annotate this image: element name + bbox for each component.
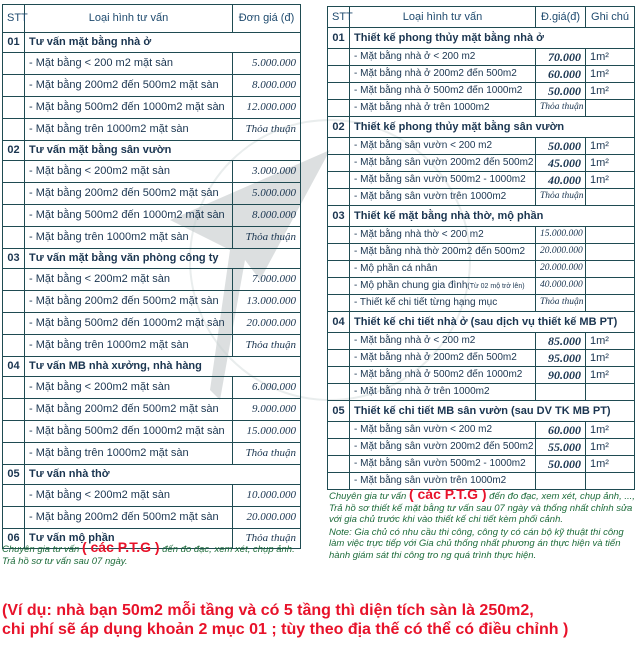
section-row xyxy=(3,357,301,377)
item-label-text: - Mặt bằng nhà ở trên 1000m2 xyxy=(354,386,490,397)
header-service: Loại hình tư vấn xyxy=(25,5,233,33)
blank-cell xyxy=(3,291,25,313)
blank-cell xyxy=(328,49,350,66)
item-label-sub: (Từ 02 mộ trở lên) xyxy=(467,283,525,290)
item-unit xyxy=(586,384,635,401)
section-title: Thiết kế mặt bằng nhà thờ, mộ phần xyxy=(350,206,635,227)
table-row xyxy=(3,227,301,249)
table-row xyxy=(3,443,301,465)
item-label: - Mặt bằng 500m2 đến 1000m2 mặt sàn xyxy=(25,313,233,335)
item-price: Thỏa thuận xyxy=(536,295,586,312)
item-label-text: - Mộ phần cá nhân xyxy=(354,263,438,274)
item-label-text: - Mặt bằng sân vườn 200m2 đến 500m2 xyxy=(354,157,534,168)
section-row xyxy=(328,117,635,138)
blank-cell xyxy=(328,189,350,206)
item-unit xyxy=(586,189,635,206)
item-unit: 1m² xyxy=(586,172,635,189)
table-row xyxy=(3,421,301,443)
section-title: Thiết kế phong thủy mặt bằng nhà ở xyxy=(350,28,635,49)
table-row xyxy=(328,384,635,401)
item-label xyxy=(350,295,536,312)
table-row xyxy=(328,456,635,473)
blank-cell xyxy=(328,367,350,384)
item-price: Thỏa thuận xyxy=(233,443,301,465)
blank-cell xyxy=(328,100,350,117)
item-unit: 1m² xyxy=(586,83,635,100)
blank-cell xyxy=(3,53,25,75)
item-label-text: - Mặt bằng nhà thờ 200m2 đến 500m2 xyxy=(354,246,526,257)
blank-cell xyxy=(328,227,350,244)
item-label: - Mặt bằng trên 1000m2 mặt sàn xyxy=(25,335,233,357)
item-price: Thỏa thuận xyxy=(233,119,301,141)
item-label: - Mặt bằng < 200 m2 mặt sàn xyxy=(25,53,233,75)
table-row xyxy=(3,377,301,399)
item-label-text: - Thiết kế chi tiết từng hạng mục xyxy=(354,297,498,308)
table-row xyxy=(328,172,635,189)
header-price: Đ.giá(đ) xyxy=(536,7,586,28)
right-note-suffix: đến đo đạc, xem xét, chụp ảnh, ..., Trả hồ sơ thiết kế mặt bằng tư vấn sau 07 ngày và thống nhất chỉnh sửa với gia chủ trước khi vào thiết kế chi tiết kèm phối cảnh. xyxy=(329,491,635,525)
item-label: - Mặt bằng 200m2 đến 500m2 mặt sàn xyxy=(25,399,233,421)
example-footer xyxy=(2,601,638,639)
blank-cell xyxy=(3,485,25,507)
item-unit: 1m² xyxy=(586,350,635,367)
header-price: Đơn giá (đ) xyxy=(233,5,301,33)
item-price: 8.000.000 xyxy=(233,205,301,227)
table-row xyxy=(3,485,301,507)
blank-cell xyxy=(3,119,25,141)
table-row xyxy=(328,100,635,117)
left-note-brand: ( các P.T.G ) xyxy=(81,539,160,555)
blank-cell xyxy=(328,295,350,312)
blank-cell xyxy=(3,161,25,183)
item-label xyxy=(350,456,536,473)
table-row xyxy=(328,350,635,367)
item-price: Thỏa thuận xyxy=(233,335,301,357)
right-note-2: Note: Gia chủ có nhu cầu thi công, công ty có cán bộ kỹ thuật thi công làm việc trực tiếp với Gia chủ thống nhất phương án thực hiện và tiến hành giám sát thi công tro ng quá trình thực hiện. xyxy=(329,526,624,561)
table-row xyxy=(3,53,301,75)
table-row xyxy=(328,244,635,261)
section-number: 01 xyxy=(3,33,25,53)
table-row xyxy=(3,291,301,313)
item-price: 15.000.000 xyxy=(536,227,586,244)
item-unit: 1m² xyxy=(586,155,635,172)
item-label-text: - Mặt bằng sân vườn < 200 m2 xyxy=(354,424,493,435)
section-number: 05 xyxy=(328,401,350,422)
section-number: 01 xyxy=(328,28,350,49)
blank-cell xyxy=(328,172,350,189)
section-row xyxy=(3,33,301,53)
item-label: - Mặt bằng < 200m2 mặt sàn xyxy=(25,269,233,291)
item-label-text: - Mặt bằng nhà thờ < 200 m2 xyxy=(354,229,484,240)
section-row xyxy=(328,206,635,227)
item-unit: 1m² xyxy=(586,138,635,155)
item-label: - Mặt bằng < 200m2 mặt sàn xyxy=(25,485,233,507)
section-number: 05 xyxy=(3,465,25,485)
section-number: 06 xyxy=(3,529,25,549)
item-price: 6.000.000 xyxy=(233,377,301,399)
item-unit xyxy=(586,473,635,490)
table-row xyxy=(328,49,635,66)
item-label xyxy=(350,367,536,384)
section-row xyxy=(328,312,635,333)
item-label xyxy=(350,100,536,117)
table-row xyxy=(328,439,635,456)
item-label: - Mặt bằng 500m2 đến 1000m2 mặt sàn xyxy=(25,421,233,443)
section-number: 02 xyxy=(3,141,25,161)
right-note-prefix: Chuyên gia tư vấn xyxy=(329,491,407,502)
item-price xyxy=(536,384,586,401)
blank-cell xyxy=(328,422,350,439)
item-label xyxy=(350,278,536,295)
item-unit xyxy=(586,227,635,244)
section-number: 02 xyxy=(328,117,350,138)
item-price: 10.000.000 xyxy=(233,485,301,507)
table-row xyxy=(328,422,635,439)
item-price: 15.000.000 xyxy=(233,421,301,443)
blank-cell xyxy=(328,278,350,295)
item-label: - Mặt bằng < 200m2 mặt sàn xyxy=(25,377,233,399)
item-label xyxy=(350,261,536,278)
item-price: Thỏa thuận xyxy=(536,189,586,206)
blank-cell xyxy=(328,456,350,473)
item-price: 5.000.000 xyxy=(233,53,301,75)
blank-cell xyxy=(328,350,350,367)
item-label-text: - Mặt bằng nhà ở 200m2 đến 500m2 xyxy=(354,352,517,363)
item-label xyxy=(350,49,536,66)
blank-cell xyxy=(328,333,350,350)
item-unit: 1m² xyxy=(586,422,635,439)
table-row xyxy=(3,399,301,421)
item-price: 85.000 xyxy=(536,333,586,350)
section-number: 04 xyxy=(3,357,25,377)
item-label: - Mặt bằng < 200m2 mặt sàn xyxy=(25,161,233,183)
item-label: - Mặt bằng 500m2 đến 1000m2 mặt sàn xyxy=(25,205,233,227)
blank-cell xyxy=(3,399,25,421)
item-price: 20.000.000 xyxy=(233,507,301,529)
item-label-text: - Mặt bằng sân vườn trên 1000m2 xyxy=(354,191,507,202)
item-price: 5.000.000 xyxy=(233,183,301,205)
table-row xyxy=(328,83,635,100)
item-price: 95.000 xyxy=(536,350,586,367)
header-stt: STT xyxy=(328,7,350,28)
item-price: 60.000 xyxy=(536,422,586,439)
item-label-text: - Mặt bằng sân vườn trên 1000m2 xyxy=(354,475,507,486)
item-unit xyxy=(586,261,635,278)
item-label: - Mặt bằng trên 1000m2 mặt sàn xyxy=(25,227,233,249)
item-label xyxy=(350,172,536,189)
table-row xyxy=(3,97,301,119)
item-price: Thỏa thuận xyxy=(536,100,586,117)
item-unit: 1m² xyxy=(586,66,635,83)
table-row xyxy=(328,295,635,312)
left-note-suffix: đến đo đạc, xem xét, chụp ảnh. Trả hồ sơ tư vấn sau 07 ngày. xyxy=(2,544,295,567)
item-price: 40.000.000 xyxy=(536,278,586,295)
item-unit: 1m² xyxy=(586,367,635,384)
footer-line-1: (Ví dụ: nhà bạn 50m2 mỗi tầng và có 5 tầng thì diện tích sàn là 250m2, xyxy=(2,602,534,619)
item-price: 60.000 xyxy=(536,66,586,83)
item-price: 50.000 xyxy=(536,83,586,100)
item-label-text: - Mặt bằng nhà ở 500m2 đến 1000m2 xyxy=(354,85,523,96)
section-title: Tư vấn MB nhà xưởng, nhà hàng xyxy=(25,357,301,377)
item-unit xyxy=(586,278,635,295)
item-price: 50.000 xyxy=(536,456,586,473)
item-price: 55.000 xyxy=(536,439,586,456)
item-price: 12.000.000 xyxy=(233,97,301,119)
blank-cell xyxy=(3,377,25,399)
section-row xyxy=(328,401,635,422)
blank-cell xyxy=(3,205,25,227)
item-unit: 1m² xyxy=(586,456,635,473)
blank-cell xyxy=(3,97,25,119)
table-row xyxy=(3,119,301,141)
blank-cell xyxy=(328,384,350,401)
blank-cell xyxy=(328,473,350,490)
blank-cell xyxy=(3,313,25,335)
table-row xyxy=(328,189,635,206)
table-row xyxy=(328,261,635,278)
table-row xyxy=(3,183,301,205)
item-label xyxy=(350,350,536,367)
item-label-text: - Mặt bằng sân vườn < 200 m2 xyxy=(354,140,493,151)
section-row xyxy=(3,141,301,161)
item-price: 3.000.000 xyxy=(233,161,301,183)
right-price-table xyxy=(327,6,635,490)
item-price: 9.000.000 xyxy=(233,399,301,421)
header-stt: STT xyxy=(3,5,25,33)
item-label-text: - Mặt bằng sân vườn 500m2 - 1000m2 xyxy=(354,174,526,185)
blank-cell xyxy=(3,507,25,529)
section-title: Tư vấn mặt bằng văn phòng công ty xyxy=(25,249,301,269)
item-label-text: - Mặt bằng nhà ở < 200 m2 xyxy=(354,51,476,62)
item-label xyxy=(350,189,536,206)
item-label xyxy=(350,83,536,100)
item-price: 90.000 xyxy=(536,367,586,384)
item-price: 50.000 xyxy=(536,138,586,155)
item-label-text: - Mặt bằng sân vườn 200m2 đến 500m2 xyxy=(354,441,534,452)
table-row xyxy=(3,75,301,97)
section-number: 03 xyxy=(3,249,25,269)
item-price: 40.000 xyxy=(536,172,586,189)
table-row xyxy=(328,333,635,350)
section-title: Tư vấn mộ phần xyxy=(25,529,233,549)
item-price: 45.000 xyxy=(536,155,586,172)
right-note-brand: ( các P.T.G ) xyxy=(408,486,487,502)
left-note-prefix: Chuyên gia tư vấn xyxy=(2,544,80,555)
item-label: - Mặt bằng 200m2 đến 500m2 mặt sàn xyxy=(25,183,233,205)
table-row xyxy=(328,138,635,155)
table-row xyxy=(3,507,301,529)
blank-cell xyxy=(328,138,350,155)
section-title: Tư vấn mặt bằng nhà ở xyxy=(25,33,301,53)
item-price: 13.000.000 xyxy=(233,291,301,313)
blank-cell xyxy=(3,269,25,291)
item-label-text: - Mặt bằng nhà ở < 200 m2 xyxy=(354,335,476,346)
blank-cell xyxy=(328,439,350,456)
item-label xyxy=(350,155,536,172)
item-label-text: - Mộ phần chung gia đình xyxy=(354,280,468,291)
table-row xyxy=(328,227,635,244)
item-label xyxy=(350,138,536,155)
item-price xyxy=(536,473,586,490)
item-label xyxy=(350,439,536,456)
blank-cell xyxy=(3,335,25,357)
item-unit xyxy=(586,244,635,261)
section-title: Thiết kế chi tiết nhà ở (sau dịch vụ thiết kế MB PT) xyxy=(350,312,635,333)
item-unit: 1m² xyxy=(586,49,635,66)
item-price: 20.000.000 xyxy=(233,313,301,335)
blank-cell xyxy=(328,66,350,83)
table-row xyxy=(328,367,635,384)
left-note xyxy=(2,539,302,567)
table-row xyxy=(3,269,301,291)
section-number: 03 xyxy=(328,206,350,227)
blank-cell xyxy=(328,155,350,172)
header-note: Ghi chú xyxy=(586,7,635,28)
item-label xyxy=(350,384,536,401)
item-label xyxy=(350,66,536,83)
table-row xyxy=(328,278,635,295)
section-row xyxy=(328,28,635,49)
item-label-text: - Mặt bằng nhà ở trên 1000m2 xyxy=(354,102,490,113)
blank-cell xyxy=(3,183,25,205)
blank-cell xyxy=(328,244,350,261)
section-price: Thỏa thuận xyxy=(233,529,301,549)
left-price-table xyxy=(2,4,301,549)
blank-cell xyxy=(328,261,350,278)
table-row xyxy=(3,313,301,335)
item-unit xyxy=(586,100,635,117)
item-label: - Mặt bằng 500m2 đến 1000m2 mặt sàn xyxy=(25,97,233,119)
blank-cell xyxy=(3,443,25,465)
item-price: 70.000 xyxy=(536,49,586,66)
item-price: 20.000.000 xyxy=(536,261,586,278)
item-label xyxy=(350,244,536,261)
item-label: - Mặt bằng 200m2 đến 500m2 mặt sàn xyxy=(25,75,233,97)
item-price: Thỏa thuận xyxy=(233,227,301,249)
item-unit: 1m² xyxy=(586,439,635,456)
section-title: Thiết kế phong thủy mặt bằng sân vườn xyxy=(350,117,635,138)
table-row xyxy=(328,155,635,172)
blank-cell xyxy=(328,83,350,100)
item-label xyxy=(350,422,536,439)
item-label xyxy=(350,227,536,244)
section-title: Thiết kế chi tiết MB sân vườn (sau DV TK MB PT) xyxy=(350,401,635,422)
item-label-text: - Mặt bằng nhà ở 200m2 đến 500m2 xyxy=(354,68,517,79)
blank-cell xyxy=(3,75,25,97)
item-label: - Mặt bằng trên 1000m2 mặt sàn xyxy=(25,119,233,141)
item-price: 8.000.000 xyxy=(233,75,301,97)
item-price: 7.000.000 xyxy=(233,269,301,291)
section-number: 04 xyxy=(328,312,350,333)
blank-cell xyxy=(3,227,25,249)
section-title: Tư vấn nhà thờ xyxy=(25,465,301,485)
section-row xyxy=(3,249,301,269)
table-row xyxy=(328,66,635,83)
section-title: Tư vấn mặt bằng sân vườn xyxy=(25,141,301,161)
item-unit: 1m² xyxy=(586,333,635,350)
item-label: - Mặt bằng 200m2 đến 500m2 mặt sàn xyxy=(25,507,233,529)
table-row xyxy=(3,161,301,183)
item-price: 20.000.000 xyxy=(536,244,586,261)
item-unit xyxy=(586,295,635,312)
table-row xyxy=(3,205,301,227)
blank-cell xyxy=(3,421,25,443)
item-label: - Mặt bằng 200m2 đến 500m2 mặt sàn xyxy=(25,291,233,313)
right-note xyxy=(329,486,635,561)
item-label xyxy=(350,333,536,350)
footer-line-2: chi phí sẽ áp dụng khoản 2 mục 01 ; tùy theo địa thế có thể có điều chỉnh ) xyxy=(2,621,569,638)
table-row xyxy=(3,335,301,357)
section-row xyxy=(3,465,301,485)
item-label-text: - Mặt bằng nhà ở 500m2 đến 1000m2 xyxy=(354,369,523,380)
header-service: Loại hình tư vấn xyxy=(350,7,536,28)
item-label: - Mặt bằng trên 1000m2 mặt sàn xyxy=(25,443,233,465)
item-label-text: - Mặt bằng sân vườn 500m2 - 1000m2 xyxy=(354,458,526,469)
